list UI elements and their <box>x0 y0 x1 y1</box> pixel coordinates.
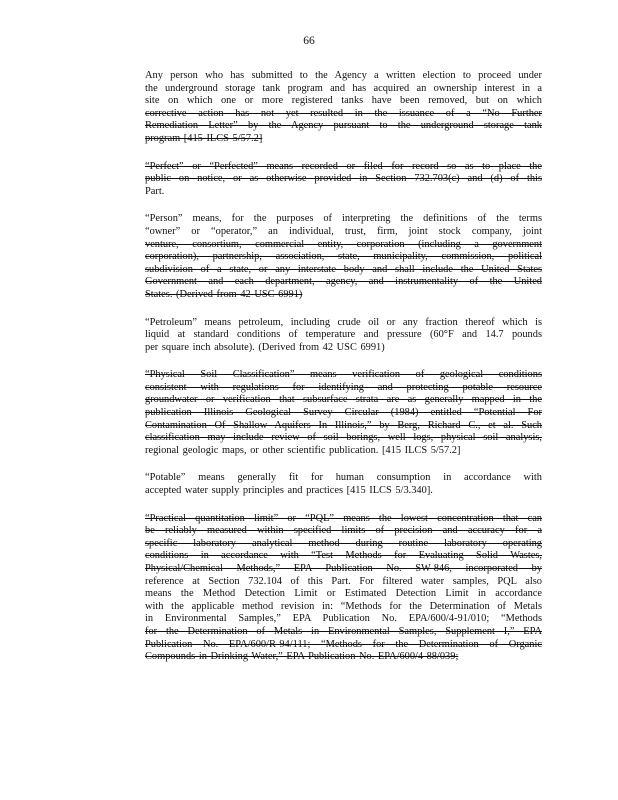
page-number: 66 <box>303 35 315 47</box>
text-line: “Potable” means generally fit for human consumption in accordance with <box>145 472 542 484</box>
struck-text-line: groundwater or verification that subsurface strata are as generally mapped in the <box>145 394 542 406</box>
text-line: reference at Section 732.104 of this Part. For filtered water samples, PQL also <box>145 575 542 587</box>
text-line: Any person who has submitted to the Agency a written election to proceed under <box>145 70 542 81</box>
definition-paragraph <box>145 513 542 664</box>
definition-paragraph <box>145 472 542 497</box>
struck-text-line: consistent with regulations for identifying and protecting potable resource <box>145 381 542 393</box>
struck-text-line: conditions in accordance with “Test Methods for Evaluating Solid Wastes, <box>145 550 542 562</box>
struck-text-line: “Physical Soil Classification” means verification of geological conditions <box>145 369 542 381</box>
text-line: the underground storage tank program and has acquired an ownership interest in a <box>145 82 542 94</box>
text-line: “owner” or “operator,” an individual, trust, firm, joint stock company, joint <box>145 225 542 237</box>
text-line: site on which one or more registered tanks have been removed, but on which <box>145 95 542 107</box>
struck-text-line: Remediation Letter” by the Agency pursuant to the underground storage tank <box>145 120 542 132</box>
text-line: Part. <box>145 185 165 197</box>
struck-text-line: for the Determination of Metals in Environmental Samples, Supplement I,” EPA <box>145 625 542 637</box>
definition-paragraph <box>145 161 542 199</box>
text-line: means the Method Detection Limit or Estimated Detection Limit in accordance <box>145 588 542 600</box>
text-line: “Person” means, for the purposes of interpreting the definitions of the terms <box>145 213 542 225</box>
text-line: accepted water supply principles and practices [415 ILCS 5/3.340]. <box>145 485 433 497</box>
text-line: per square inch absolute). (Derived from 42 USC 6991) <box>145 341 385 353</box>
struck-text-line: classification may include review of soil borings, well logs, physical soil analysis, <box>145 432 542 444</box>
struck-text-line: Physical/Chemical Methods,” EPA Publication No. SW-846, incorporated by <box>145 563 542 574</box>
struck-text-line: corrective action has not yet resulted in the issuance of a “No Further <box>145 107 542 119</box>
struck-text-line: “Perfect” or “Perfected” means recorded or filed for record so as to place the <box>145 160 542 172</box>
struck-text-line: Publication No. EPA/600/R-94/111; “Methods for the Determination of Organic <box>145 638 542 650</box>
struck-text-line: specific laboratory analytical method during routine laboratory operating <box>145 537 542 549</box>
document-body <box>145 70 542 679</box>
struck-text-line: be reliably measured within specified limits of precision and accuracy for a <box>145 525 542 537</box>
definition-paragraph <box>145 369 542 457</box>
text-line: liquid at standard conditions of temperature and pressure (60°F and 14.7 pounds <box>145 329 542 341</box>
definition-paragraph <box>145 70 542 146</box>
struck-text-line: Government and each department, agency, and instrumentality of the United <box>145 276 542 288</box>
struck-text-line: venture, consortium, commercial entity, corporation (including a government <box>145 238 542 250</box>
struck-text-line: public on notice, or as otherwise provided in Section 732.703(c) and (d) of this <box>145 173 542 185</box>
text-line: “Petroleum” means petroleum, including crude oil or any fraction thereof which is <box>145 316 542 328</box>
definition-paragraph <box>145 213 542 301</box>
struck-text-line: corporation), partnership, association, state, municipality, commission, political <box>145 251 542 263</box>
text-line: with the applicable method revision in: “Methods for the Determination of Metals <box>145 600 542 612</box>
struck-text-line: “Practical quantitation limit” or “PQL” means the lowest concentration that can <box>145 512 542 524</box>
definition-paragraph <box>145 317 542 355</box>
struck-text-line: Contamination Of Shallow Aquifers In Illinois,” by Berg, Richard C., et al. Such <box>145 419 542 431</box>
struck-text-line: States. (Derived from 42 USC 6991) <box>145 288 303 300</box>
struck-text-line: publication Illinois Geological Survey Circular (1984) entitled “Potential For <box>145 407 542 419</box>
struck-text-line: subdivision of a state, or any interstate body and shall include the United States <box>145 263 542 275</box>
struck-text-line: program [415 ILCS 5/57.2] <box>145 132 263 144</box>
text-line: in Environmental Samples,” EPA Publication No. EPA/600/4-91/010; “Methods <box>145 613 542 625</box>
struck-text-line: Compounds in Drinking Water,” EPA Publication No. EPA/600/4-88/039; <box>145 651 459 663</box>
text-line: regional geologic maps, or other scientific publication. [415 ILCS 5/57.2] <box>145 444 461 456</box>
